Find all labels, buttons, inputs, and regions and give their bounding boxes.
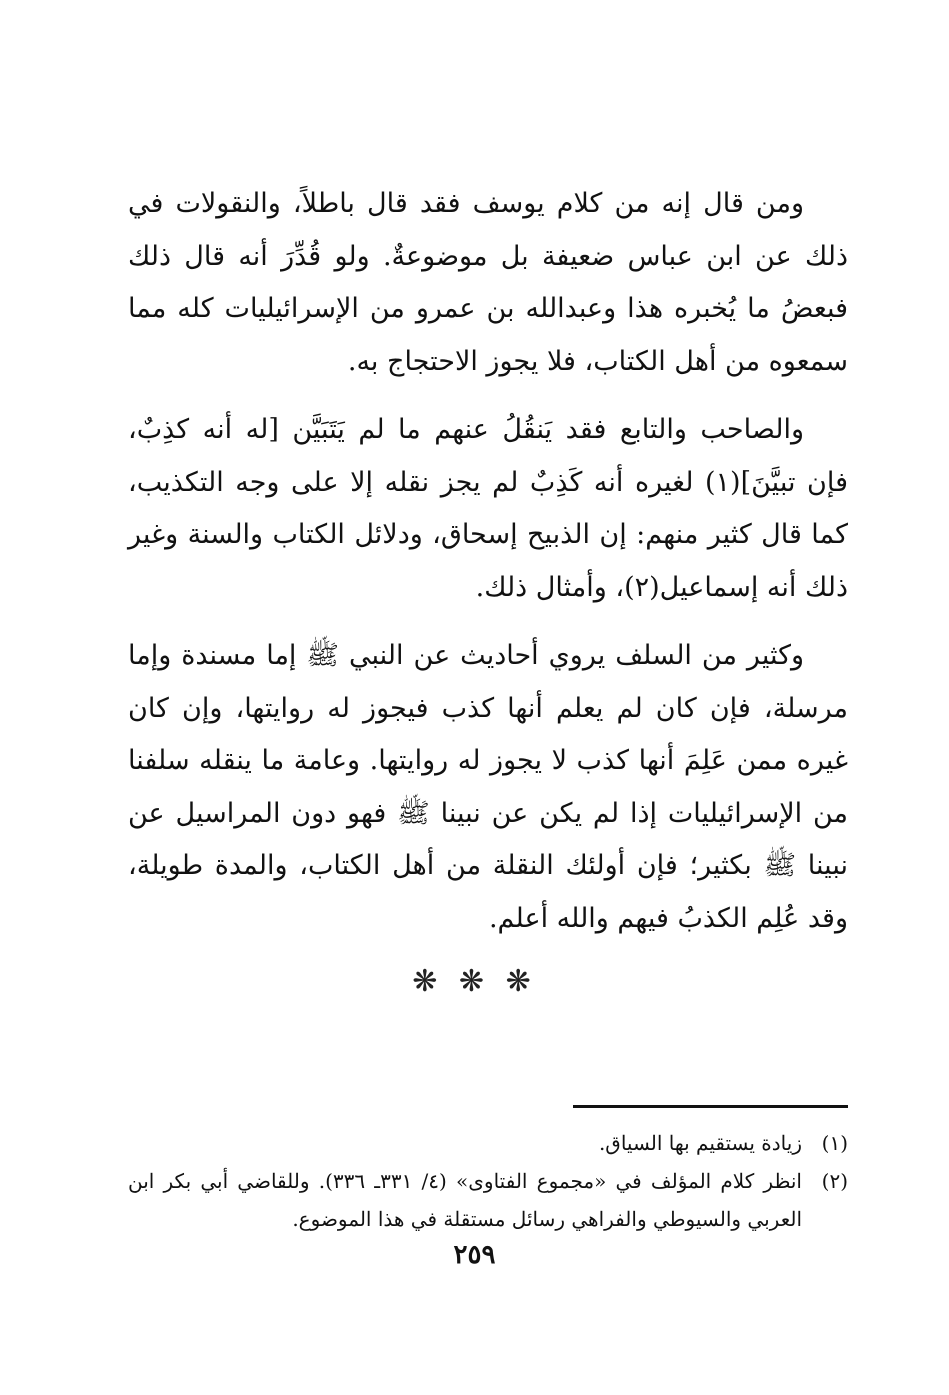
footnotes (128, 1124, 848, 1238)
page-number: ٢٥٩ (453, 1240, 496, 1270)
footnote-text: انظر كلام المؤلف في «مجموع الفتاوى» (٤/ ٣٣١ـ ٣٣٦). وللقاضي أبي بكر ابن العربي والسيوطي والفراهي رسائل مستقلة في هذا الموضوع. (128, 1169, 802, 1231)
paragraph-2-text: والصاحب والتابع فقد يَنقُلُ عنهم ما لم يَتَبَيَّن [له أنه كذِبٌ، فإن تبيَّنَ](١) لغيره أنه كَذِبٌ لم يجز نقله إلا على وجه التكذيب، كما قال كثير منهم: إن الذبيح إسحاق، ودلائل الكتاب والسنة وغير ذلك أنه إسماعيل(٢)، وأمثال ذلك. (128, 414, 849, 603)
footnote-2 (128, 1162, 848, 1238)
footnote-1 (128, 1124, 848, 1162)
footnote-number: (١) (821, 1131, 848, 1155)
footnote-divider (573, 1105, 848, 1108)
paragraph-1-text: ومن قال إنه من كلام يوسف فقد قال باطلاً، والنقولات في ذلك عن ابن عباس ضعيفة بل موضوعةٌ. ولو قُدِّرَ أنه قال ذلك فبعضُ ما يُخبره هذا وعبدالله بن عمرو من الإسرائيليات كله مما سمعوه من أهل الكتاب، فلا يجوز الاحتجاج به. (128, 188, 848, 377)
footnote-text: زيادة يستقيم بها السياق. (598, 1131, 802, 1155)
footnote-number: (٢) (821, 1169, 848, 1193)
main-text (128, 178, 848, 961)
section-separator: ❋ ❋ ❋ (412, 964, 537, 999)
paragraph-3-text: وكثير من السلف يروي أحاديث عن النبي ﷺ إما مسندة وإما مرسلة، فإن كان لم يعلم أنها كذب فيجوز له روايتها، وإن كان غيره ممن عَلِمَ أنها كذب لا يجوز له روايتها. وعامة ما ينقله سلفنا من الإسرائيليات إذا لم يكن عن نبينا ﷺ فهو دون المراسيل عن نبينا ﷺ بكثير؛ فإن أولئك النقلة من أهل الكتاب، والمدة طويلة، وقد عُلِم الكذبُ فيهم والله أعلم. (128, 640, 848, 934)
paragraph-1 (128, 178, 848, 388)
paragraph-2 (128, 404, 848, 614)
paragraph-3 (128, 630, 848, 945)
